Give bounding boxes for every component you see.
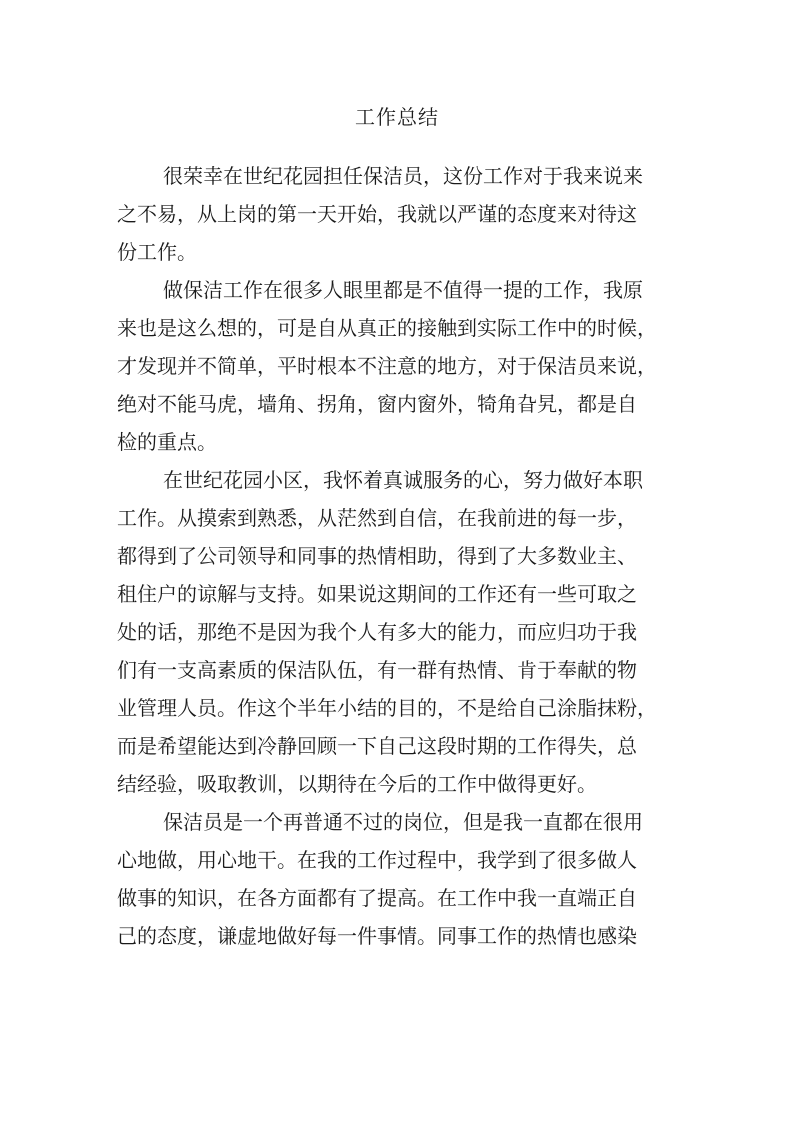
paragraph-2-line-1: 做保洁工作在很多人眼里都是不值得一提的工作，我原 bbox=[163, 278, 643, 302]
paragraph-3-line-5: 处的话，那绝不是因为我个人有多大的能力，而应归功于我 bbox=[117, 620, 637, 644]
paragraph-2-line-2: 来也是这么想的，可是自从真正的接触到实际工作中的时候， bbox=[117, 316, 657, 340]
paragraph-4-line-2: 心地做，用心地干。在我的工作过程中，我学到了很多做人 bbox=[117, 848, 637, 872]
paragraph-3-line-7: 业管理人员。作这个半年小结的目的，不是给自己涂脂抹粉， bbox=[117, 696, 657, 720]
paragraph-3-line-1: 在世纪花园小区，我怀着真诚服务的心，努力做好本职 bbox=[163, 468, 643, 492]
paragraph-1-line-2: 之不易，从上岗的第一天开始，我就以严谨的态度来对待这 bbox=[117, 202, 637, 226]
paragraph-1-line-3: 份工作。 bbox=[117, 240, 197, 264]
document-title: 工作总结 bbox=[355, 105, 439, 129]
paragraph-4-line-1: 保洁员是一个再普通不过的岗位，但是我一直都在很用 bbox=[163, 810, 643, 834]
paragraph-4-line-4: 己的态度，谦虚地做好每一件事情。同事工作的热情也感染 bbox=[117, 924, 637, 948]
paragraph-3-line-3: 都得到了公司领导和同事的热情相助，得到了大多数业主、 bbox=[117, 544, 637, 568]
paragraph-1-line-1: 很荣幸在世纪花园担任保洁员，这份工作对于我来说来 bbox=[163, 164, 643, 188]
paragraph-3-line-2: 工作。从摸索到熟悉，从茫然到自信，在我前进的每一步， bbox=[117, 506, 637, 530]
paragraph-2-line-3: 才发现并不简单，平时根本不注意的地方，对于保洁员来说， bbox=[117, 354, 657, 378]
paragraph-4-line-3: 做事的知识，在各方面都有了提高。在工作中我一直端正自 bbox=[117, 886, 637, 910]
paragraph-2-line-4: 绝对不能马虎，墙角、拐角，窗内窗外，犄角旮旯，都是自 bbox=[117, 392, 637, 416]
paragraph-3-line-9: 结经验，吸取教训，以期待在今后的工作中做得更好。 bbox=[117, 772, 597, 796]
paragraph-3-line-8: 而是希望能达到冷静回顾一下自己这段时期的工作得失，总 bbox=[117, 734, 637, 758]
paragraph-3-line-4: 租住户的谅解与支持。如果说这期间的工作还有一些可取之 bbox=[117, 582, 637, 606]
paragraph-3-line-6: 们有一支高素质的保洁队伍，有一群有热情、肯于奉献的物 bbox=[117, 658, 637, 682]
document-body bbox=[117, 157, 687, 955]
paragraph-2-line-5: 检的重点。 bbox=[117, 430, 217, 454]
